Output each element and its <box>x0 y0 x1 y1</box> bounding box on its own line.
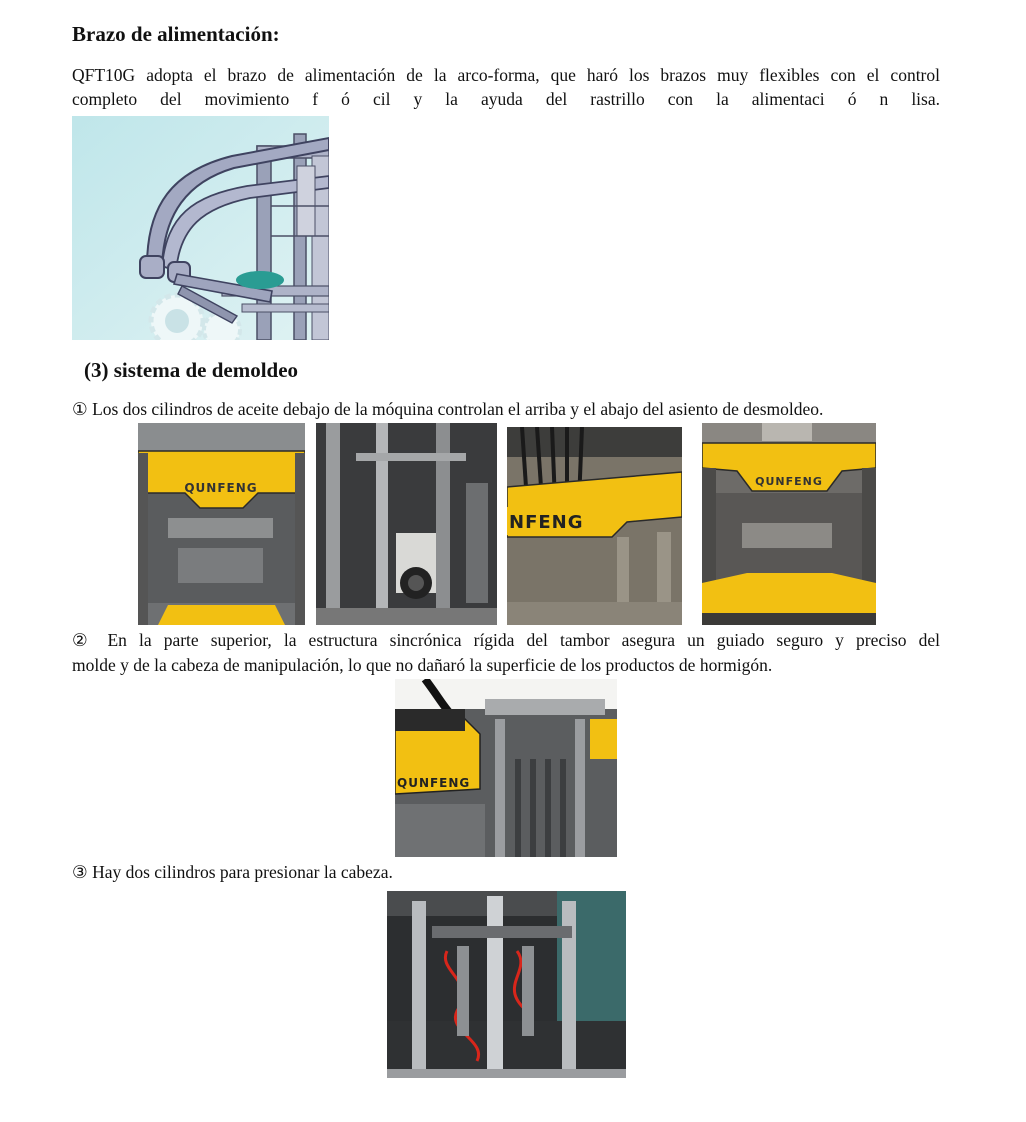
logo-text: QUNFENG <box>184 481 258 495</box>
demold-item-3: ③ Hay dos cilindros para presionar la cabeza. <box>72 862 393 882</box>
demold-item-2-line2: molde y de la cabeza de manipulación, lo que no dañaró la superficie de los productos de hormigón. <box>72 655 773 675</box>
heading-demold-system: (3) sistema de demoldeo <box>84 358 299 382</box>
heading-feed-arm: Brazo de alimentación: <box>72 22 280 46</box>
logo-text: NFENG <box>509 512 584 533</box>
demold-item-2-line1: ② En la parte superior, la estructura sincrónica rígida del tambor asegura un guiado seguro y preciso del <box>72 630 940 650</box>
feed-arm-para-line1: QFT10G adopta el brazo de alimentación de la arco-forma, que haró los brazos muy flexibles con el control <box>72 65 940 85</box>
feed-arm-diagram <box>72 116 329 340</box>
machine-photo-press-cylinders <box>387 891 626 1078</box>
machine-photo-top <box>702 423 876 625</box>
machine-photo-cylinders <box>507 427 682 625</box>
machine-photo-front <box>138 423 305 625</box>
demold-item-1: ① Los dos cilindros de aceite debajo de la móquina controlan el arriba y el abajo del asiento de desmoldeo. <box>72 399 824 419</box>
logo-text: QUNFENG <box>755 475 823 488</box>
logo-text: QUNFENG <box>397 776 471 790</box>
feed-arm-para-line2: completo del movimiento f ó cil y la ayuda del rastrillo con la alimentaci ó n lisa. <box>72 89 940 109</box>
machine-photo-side <box>316 423 497 625</box>
machine-photo-drum-structure <box>395 679 617 857</box>
